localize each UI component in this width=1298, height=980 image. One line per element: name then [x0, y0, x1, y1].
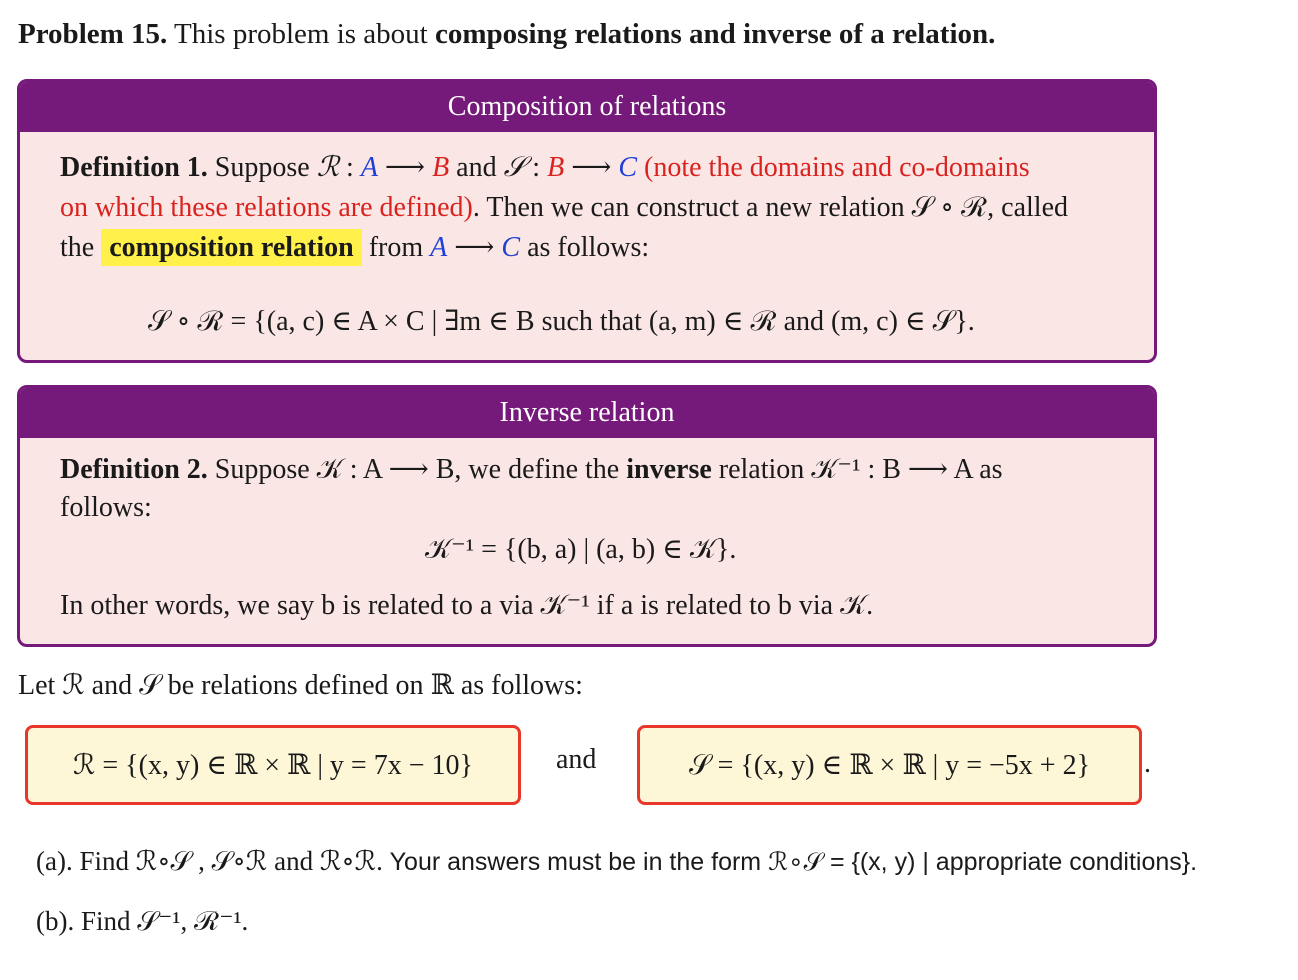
relation-S-box [637, 725, 1142, 805]
inverse-explanation: In other words, we say b is related to a via 𝒦⁻¹ if a is related to b via 𝒦. [60, 590, 874, 621]
the-text: the [60, 232, 95, 263]
arrow: ⟶ [564, 152, 619, 183]
part-a-label: (a). [36, 846, 73, 876]
definition-1-line-3 [60, 230, 649, 264]
codomain-C: C [618, 152, 638, 183]
problem-intro: This problem is about [174, 18, 428, 50]
composition-box-title: Composition of relations [20, 82, 1154, 132]
composition-relation-highlight: composition relation [101, 229, 361, 266]
colon: : [525, 152, 548, 183]
part-b [36, 906, 248, 938]
domain-note-continued: on which these relations are defined) [60, 192, 473, 223]
definition-2-line-1 [60, 452, 1003, 486]
problem-topic: composing relations and inverse of a relation. [435, 18, 996, 50]
as-follows-text: as follows: [520, 232, 650, 263]
part-a [36, 846, 1197, 878]
from-text: from [368, 232, 424, 263]
definition-2-text-a: Suppose 𝒦 : A ⟶ B, we define the [214, 454, 620, 485]
definition-1-line-2-text: . Then we can construct a new relation 𝒮 ∘ ℛ, called [472, 192, 1068, 223]
part-b-find: Find 𝒮⁻¹, ℛ⁻¹. [80, 906, 249, 936]
inverse-formula: 𝒦⁻¹ = {(b, a) | (a, b) ∈ 𝒦}. [425, 534, 737, 565]
part-b-label: (b). [36, 906, 75, 936]
relation-R-definition: ℛ = {(x, y) ∈ ℝ × ℝ | y = 7x − 10} [73, 750, 473, 781]
composition-definition-box [17, 79, 1157, 363]
domain-A: A [430, 232, 448, 263]
arrow: ⟶ [377, 152, 433, 183]
problem-header [18, 18, 995, 51]
relation-R-symbol: ℛ [316, 150, 340, 183]
definition-2-label: Definition 2. [60, 454, 208, 485]
relation-S-symbol: 𝒮 [503, 150, 526, 183]
definition-2-line-2: follows: [60, 492, 152, 523]
inverse-box-title: Inverse relation [20, 388, 1154, 438]
relation-S-definition: 𝒮 = {(x, y) ∈ ℝ × ℝ | y = −5x + 2} [688, 750, 1091, 781]
definition-1-line-2 [60, 190, 1068, 224]
definition-1-line-1 [60, 150, 1030, 184]
definition-2-text-b: relation 𝒦⁻¹ : B ⟶ A as [718, 454, 1003, 485]
composition-formula: 𝒮 ∘ ℛ = {(a, c) ∈ A × C | ∃m ∈ B such that (a, m) ∈ ℛ and (m, c) ∈ 𝒮}. [148, 306, 975, 337]
codomain-C: C [501, 232, 521, 263]
suppose-text: Suppose [214, 152, 310, 183]
relation-R-box [25, 725, 521, 805]
inverse-definition-box [17, 385, 1157, 647]
domain-B: B [547, 152, 565, 183]
and-text: and [449, 152, 504, 183]
part-a-instruction: Your answers must be in the form ℛ∘𝒮 = {(x, y) | appropriate conditions}. [389, 848, 1198, 876]
and-word: and [556, 744, 597, 775]
trailing-period: . [1144, 748, 1151, 779]
domain-A: A [360, 152, 378, 183]
problem-label: Problem 15. [18, 18, 168, 50]
definition-1-label: Definition 1. [60, 152, 208, 183]
arrow: ⟶ [447, 232, 502, 263]
part-a-find: Find ℛ∘𝒮 , 𝒮∘ℛ and ℛ∘ℛ. [79, 846, 383, 876]
relations-intro-line: Let ℛ and 𝒮 be relations defined on ℝ as follows: [18, 670, 583, 701]
codomain-B: B [432, 152, 450, 183]
colon: : [339, 152, 361, 183]
domain-note: (note the domains and co-domains [637, 152, 1030, 183]
inverse-bold-word: inverse [626, 454, 712, 485]
